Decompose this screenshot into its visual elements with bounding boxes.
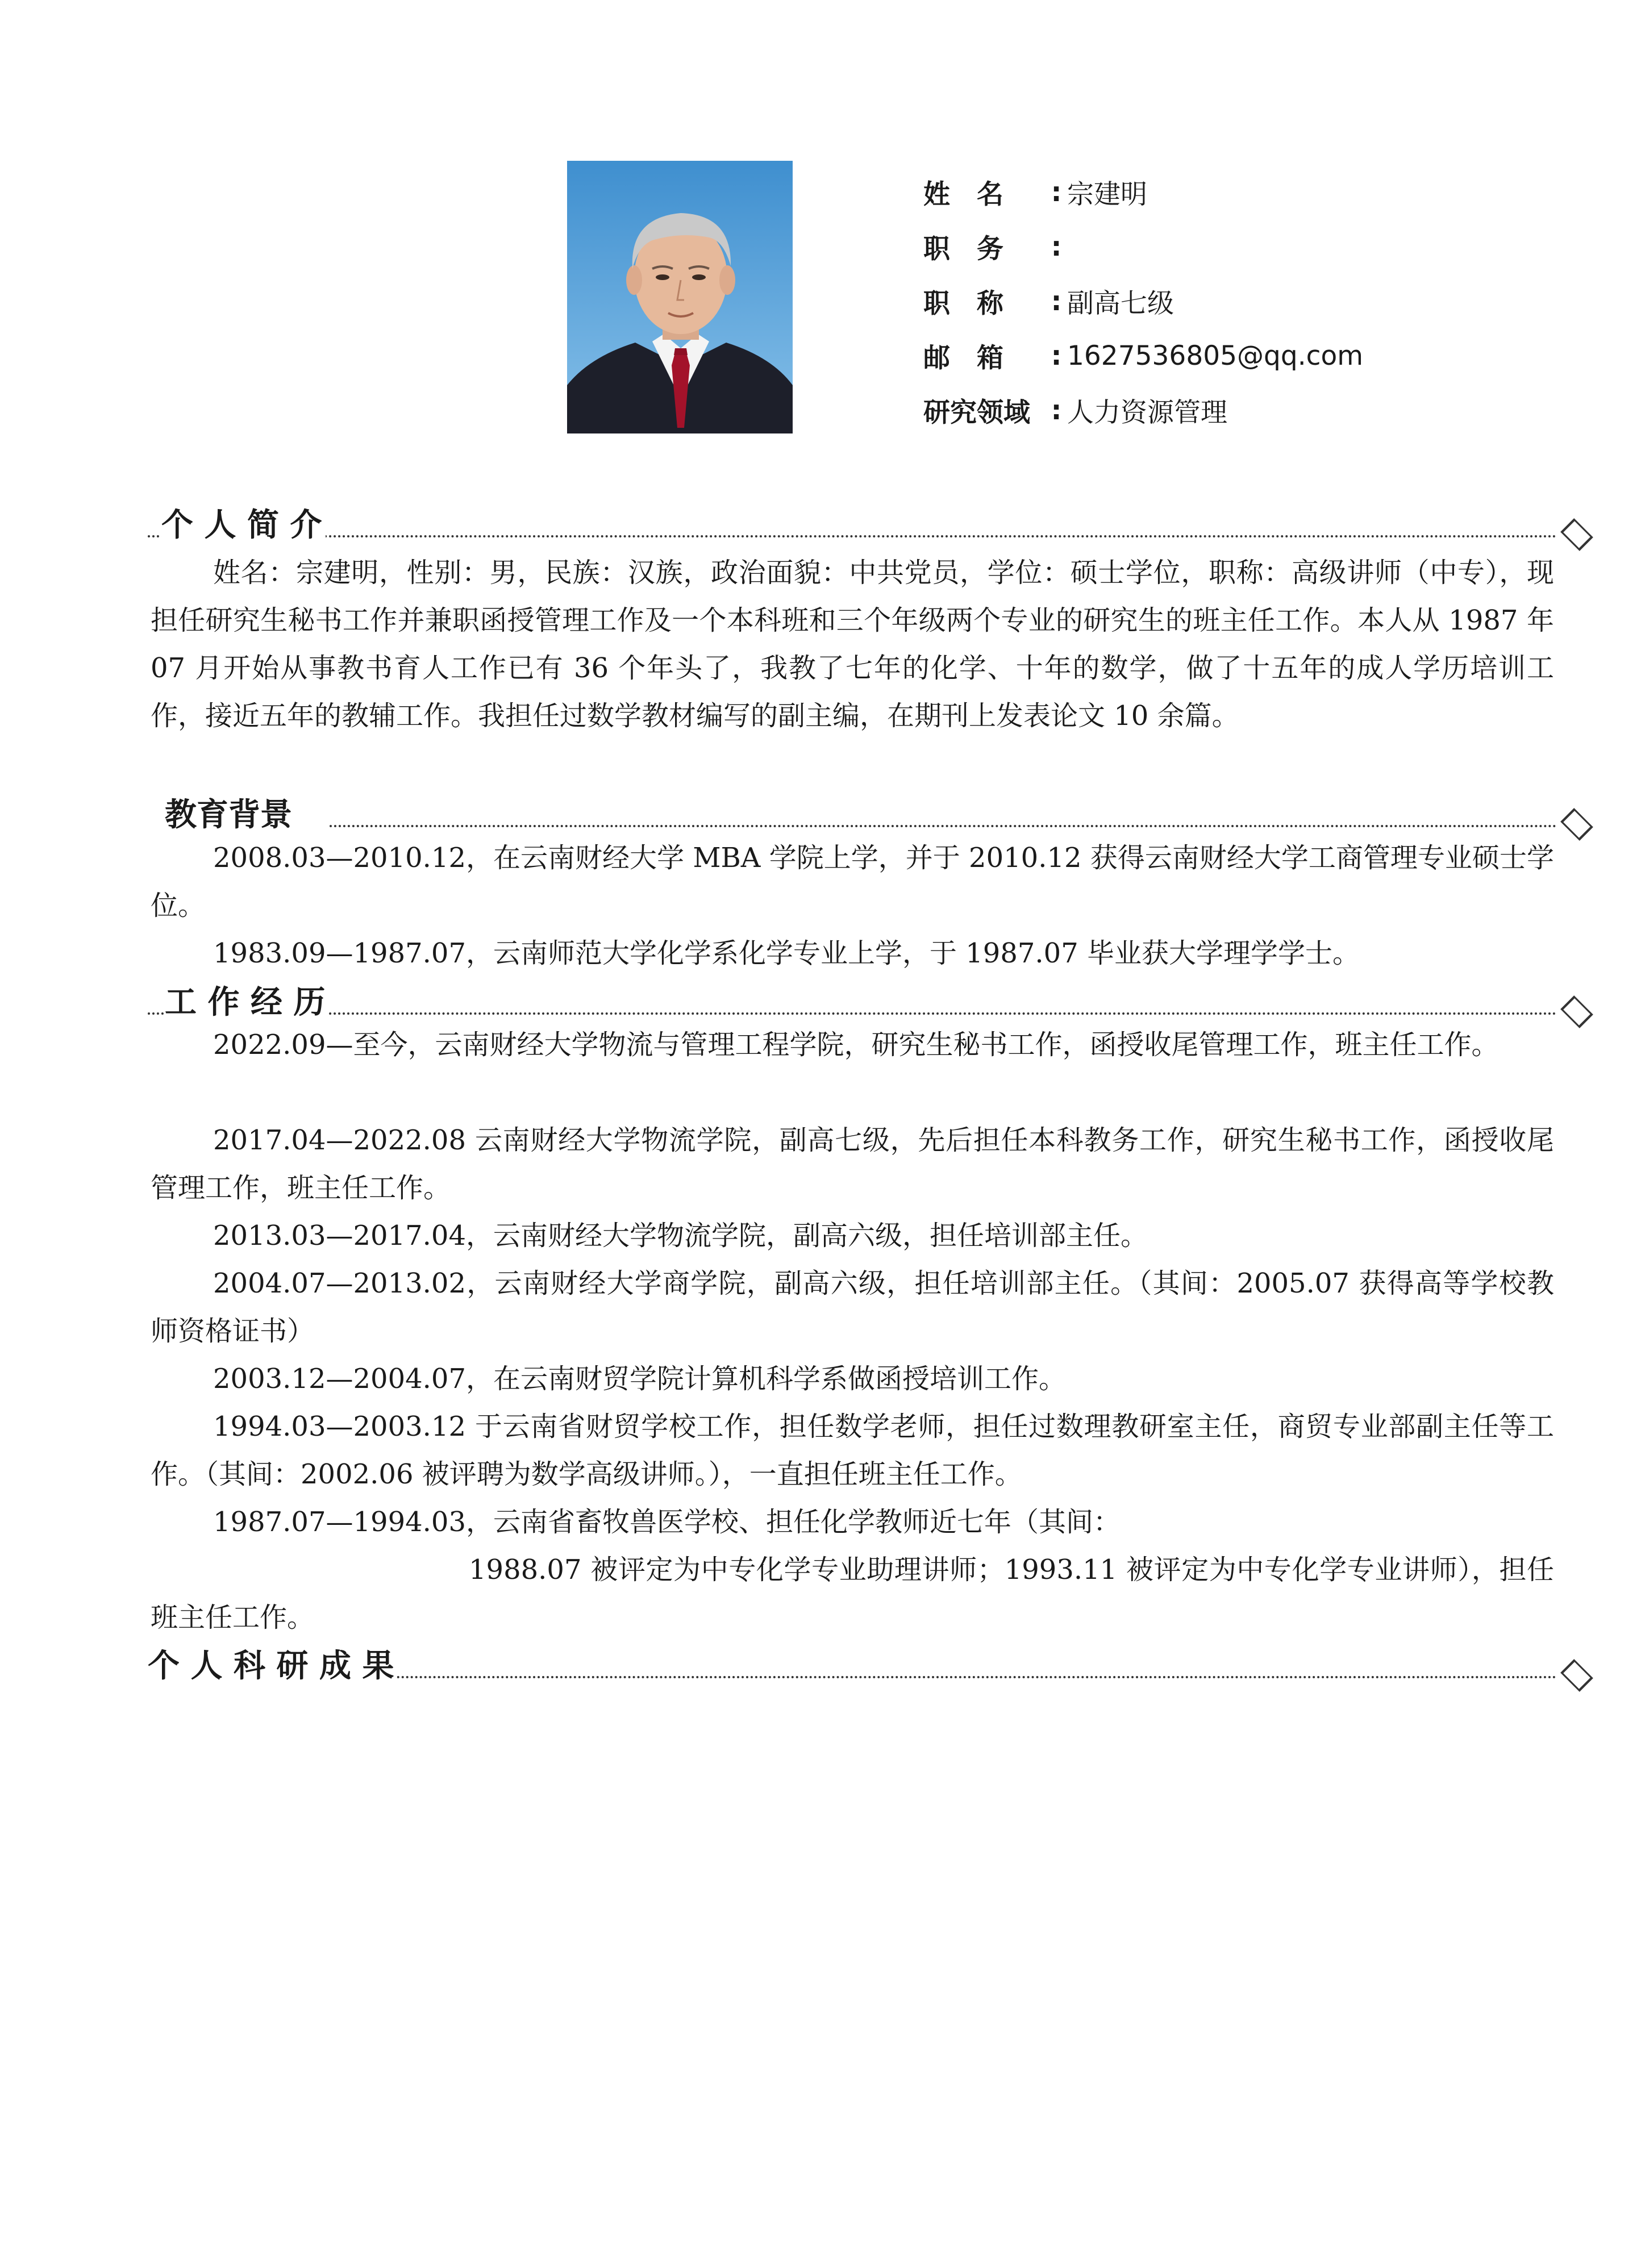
diamond-icon: [1560, 808, 1593, 841]
education-item: 2008.03—2010.12，在云南财经大学 MBA 学院上学，并于 2010.12 获得云南财经大学工商管理专业硕士学位。: [151, 842, 1554, 922]
work-section-header: [148, 983, 1591, 1023]
diamond-icon: [1560, 1659, 1593, 1692]
position-label: 职 务: [923, 233, 1003, 265]
work-item: 2004.07—2013.02，云南财经大学商学院，副高六级，担任培训部主任。（其间：2005.07 获得高等学校教师资格证书）: [151, 1268, 1554, 1347]
name-row: [923, 165, 1363, 219]
divider: [148, 535, 1557, 537]
email-label: 邮 箱: [923, 342, 1003, 374]
education-heading: 教育背景: [165, 795, 295, 835]
title-value: 副高七级: [1067, 287, 1174, 319]
diamond-icon: [1560, 518, 1593, 551]
colon: :: [1051, 176, 1062, 208]
research-row: [923, 383, 1363, 437]
intro-section-header: [148, 506, 1591, 545]
portrait-illustration: [567, 161, 793, 433]
colon: :: [1051, 394, 1062, 426]
work-item: 1994.03—2003.12 于云南省财贸学校工作，担任数学老师，担任过数理教研室主任，商贸专业部副主任等工作。（其间：2002.06 被评聘为数学高级讲师。），一直担任班主任工作。: [151, 1411, 1554, 1490]
intro-heading: 个 人 简 介: [161, 506, 326, 545]
position-row: [923, 219, 1363, 274]
name-label: 姓 名: [923, 178, 1003, 210]
email-row: [923, 328, 1363, 383]
work-item: 2013.03—2017.04，云南财经大学物流学院，副高六级，担任培训部主任。: [213, 1220, 1148, 1252]
research-results-heading: 个 人 科 研 成 果: [148, 1646, 397, 1686]
research-section-header: [148, 1646, 1591, 1686]
work-item: 1987.07—1994.03，云南省畜牧兽医学校、担任化学教师近七年（其间：: [213, 1506, 1121, 1538]
intro-paragraph: 姓名：宗建明，性别：男，民族：汉族，政治面貌：中共党员，学位：硕士学位，职称：高级讲师（中专），现担任研究生秘书工作并兼职函授管理工作及一个本科班和三个年级两个专业的研究生的班主任工作。本人从 1987 年 07 月开始从事教书育人工作已有 36 个年头了，我教了七年的化学、十年的数学，做了十五年的成人学历培训工作，接近五年的教辅工作。我担任过数学教材编写的副主编，在期刊上发表论文 10 余篇。: [151, 557, 1554, 732]
email-value: 1627536805@qq.com: [1067, 340, 1364, 372]
colon: :: [1051, 231, 1062, 262]
title-label: 职 称: [923, 287, 1003, 319]
research-label: 研究领域: [923, 397, 1030, 428]
research-value: 人力资源管理: [1067, 397, 1227, 428]
title-row: [923, 274, 1363, 328]
work-item: 2017.04—2022.08 云南财经大学物流学院，副高七级，先后担任本科教务工作，研究生秘书工作，函授收尾管理工作，班主任工作。: [151, 1124, 1554, 1204]
colon: :: [1051, 285, 1062, 317]
colon: :: [1051, 340, 1062, 372]
diamond-icon: [1560, 995, 1593, 1028]
work-item: 2022.09—至今，云南财经大学物流与管理工程学院，研究生秘书工作，函授收尾管理工作，班主任工作。: [213, 1029, 1499, 1061]
profile-photo: [567, 161, 793, 433]
profile-info: [923, 165, 1363, 437]
name-value: 宗建明: [1067, 178, 1147, 210]
divider: [148, 1012, 1557, 1015]
work-item: 2003.12—2004.07，在云南财贸学院计算机科学系做函授培训工作。: [213, 1363, 1066, 1395]
education-section-header: [148, 795, 1591, 835]
education-item: 1983.09—1987.07，云南师范大学化学系化学专业上学，于 1987.07 毕业获大学理学学士。: [213, 937, 1360, 969]
work-heading: 工 作 经 历: [165, 983, 329, 1023]
work-item-continuation: 1988.07 被评定为中专化学专业助理讲师；1993.11 被评定为中专化学专业讲师），担任班主任工作。: [151, 1554, 1554, 1633]
divider: [330, 825, 1557, 827]
